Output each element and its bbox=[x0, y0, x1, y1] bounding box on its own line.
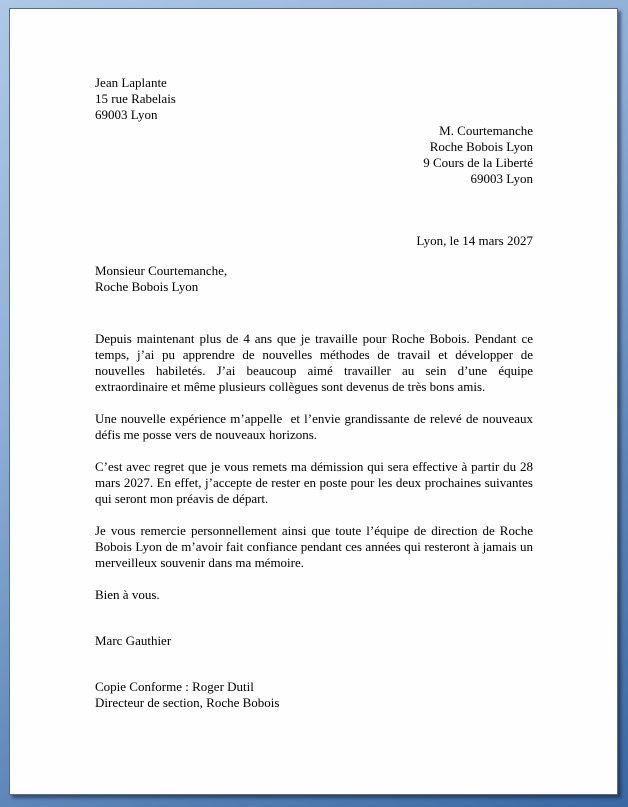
cc-title: Directeur de section, Roche Bobois bbox=[95, 695, 280, 710]
sender-name: Jean Laplante bbox=[95, 75, 167, 90]
cc-block bbox=[95, 679, 533, 711]
sender-city: 69003 Lyon bbox=[95, 107, 158, 122]
salutation-company: Roche Bobois Lyon bbox=[95, 279, 199, 294]
date-line: Lyon, le 14 mars 2027 bbox=[416, 233, 533, 248]
recipient-address bbox=[95, 123, 533, 187]
recipient-name: M. Courtemanche bbox=[439, 123, 533, 138]
recipient-street: 9 Cours de la Liberté bbox=[423, 155, 533, 170]
paragraph-introduction: Depuis maintenant plus de 4 ans que je travaille pour Roche Bobois. Pendant ce temps, j’ai pu apprendre de nouvelles méthodes de travail et développer de nouvelles habiletés. J’ai beaucoup aimé travailler au sein d’une équipe extraordinaire et même plusieurs collègues sont devenus de très bons amis. bbox=[95, 331, 537, 394]
letter-page bbox=[9, 8, 618, 795]
recipient-city: 69003 Lyon bbox=[470, 171, 533, 186]
paragraph-thanks: Je vous remercie personnellement ainsi que toute l’équipe de direction de Roche Bobois Lyon de m’avoir fait confiance pendant ces années qui resteront à jamais un merveilleux souvenir dans ma mémoire. bbox=[95, 523, 537, 570]
salutation bbox=[95, 263, 533, 295]
paragraph-motivation: Une nouvelle expérience m’appelle et l’envie grandissante de relevé de nouveaux défis me posse vers de nouveaux horizons. bbox=[95, 411, 537, 442]
closing-formula: Bien à vous. bbox=[95, 587, 160, 602]
recipient-company: Roche Bobois Lyon bbox=[429, 139, 533, 154]
cc-name: Copie Conforme : Roger Dutil bbox=[95, 679, 254, 694]
paragraph-resignation: C’est avec regret que je vous remets ma démission qui sera effective à partir du 28 mars 2027. En effet, j’accepte de rester en poste pour les deux prochaines suivantes qui seront mon préavis de départ. bbox=[95, 459, 537, 506]
sender-address bbox=[95, 75, 533, 123]
sender-street: 15 rue Rabelais bbox=[95, 91, 176, 106]
salutation-name: Monsieur Courtemanche, bbox=[95, 263, 228, 278]
signature-name: Marc Gauthier bbox=[95, 633, 172, 648]
